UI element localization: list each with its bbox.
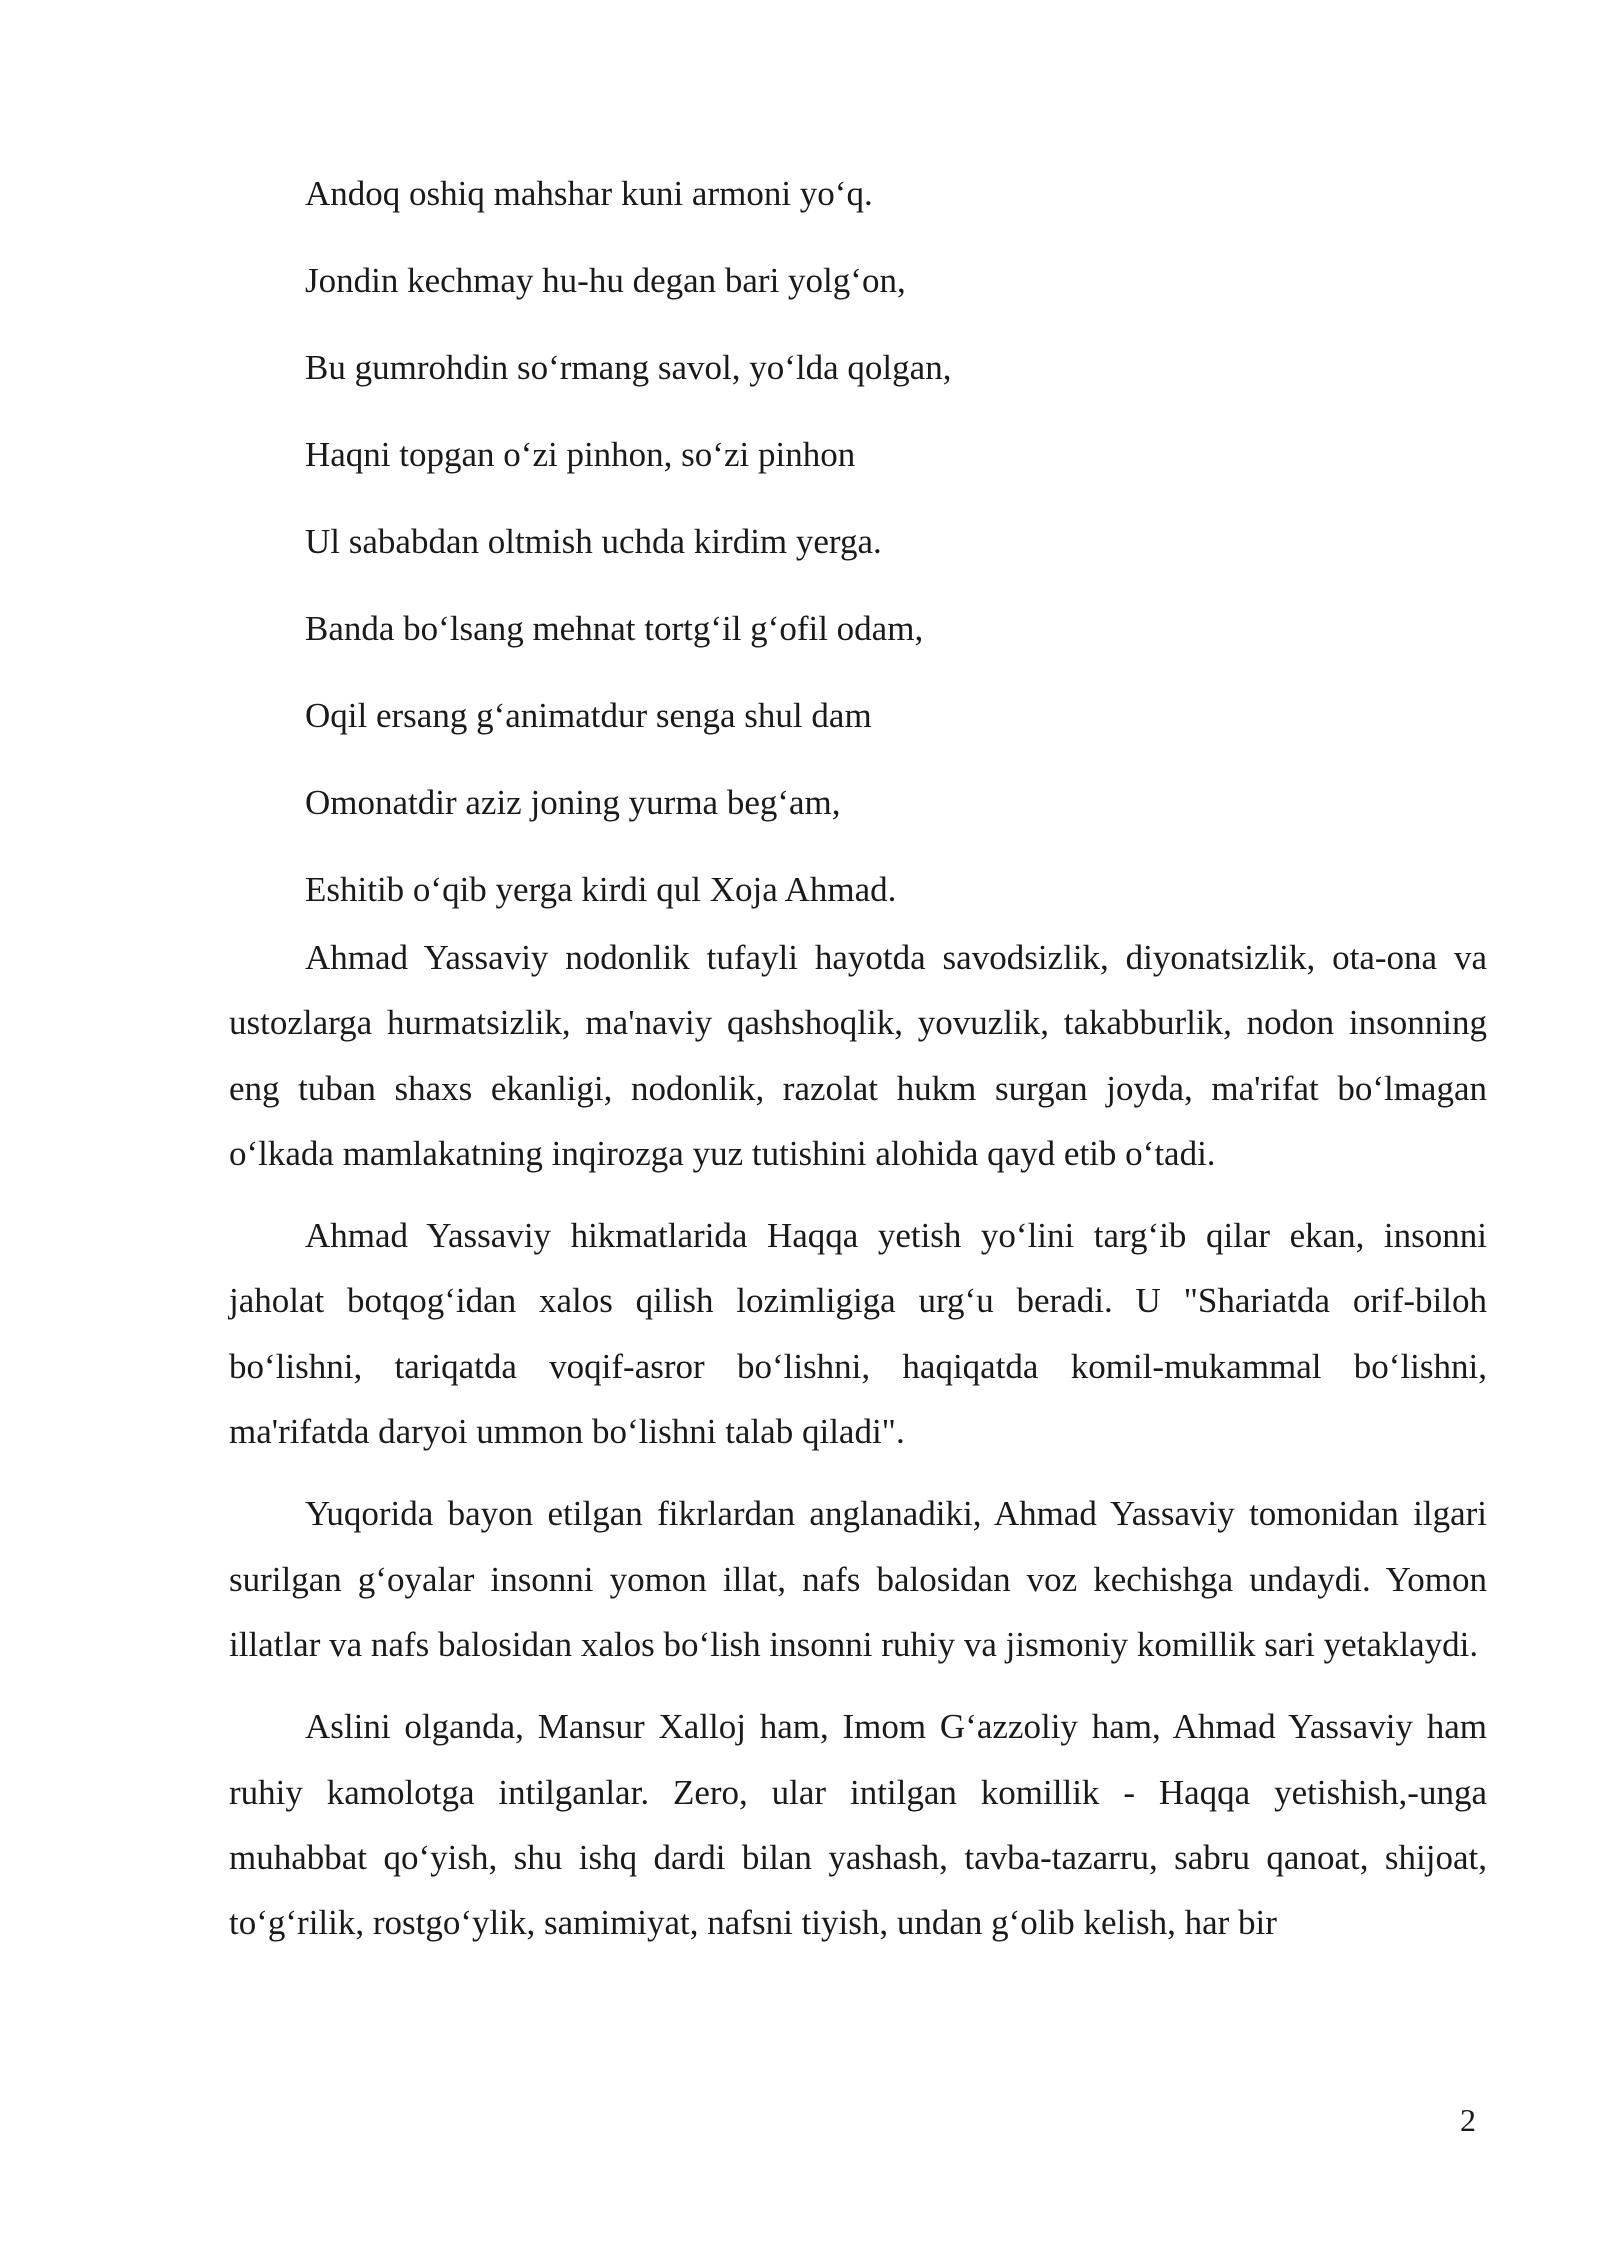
- paragraph: Ahmad Yassaviy nodonlik tufayli hayotda savodsizlik, diyonatsizlik, ota-ona va ustozlarga hurmatsizlik, ma'naviy qashshoqlik, yovuzlik, takabburlik, nodon insonning eng tuban shaxs ekanligi, nodonlik, razolat hukm surgan joyda, ma'rifat bo‘lmagan o‘lkada mamlakatning inqirozga yuz tutishini alohida qayd etib o‘tadi.: [229, 938, 1487, 1173]
- verse-line: Ul sababdan oltmish uchda kirdim yerga.: [305, 522, 882, 561]
- body-text: [229, 925, 1487, 1972]
- paragraph: Ahmad Yassaviy hikmatlarida Haqqa yetish yo‘lini targ‘ib qilar ekan, insonni jaholat botqog‘idan xalos qilish lozimligiga urg‘u beradi. U "Shariatda orif-biloh bo‘lishni, tariqatda voqif-asror bo‘lishni, haqiqatda komil-mukammal bo‘lishni, ma'rifatda daryoi ummon bo‘lishni talab qiladi".: [229, 1216, 1487, 1452]
- paragraph: Aslini olganda, Mansur Xalloj ham, Imom G‘azzoliy ham, Ahmad Yassaviy ham ruhiy kamolotga intilganlar. Zero, ular intilgan komillik - Haqqa yetishish,-unga muhabbat qo‘yish, shu ishq dardi bilan yashash, tavba-tazarru, sabru qanoat, shijoat, to‘g‘rilik, rostgo‘ylik, samimiyat, nafsni tiyish, undan g‘olib kelish, har bir: [229, 1707, 1487, 1943]
- verse-line: Bu gumrohdin so‘rmang savol, yo‘lda qolgan,: [305, 348, 952, 387]
- verse-block: [229, 150, 1487, 933]
- verse-line: Eshitib o‘qib yerga kirdi qul Xoja Ahmad.: [305, 870, 897, 909]
- verse-line: Omonatdir aziz joning yurma beg‘am,: [305, 783, 841, 822]
- verse-line: Jondin kechmay hu-hu degan bari yolg‘on,: [305, 261, 906, 300]
- paragraph: Yuqorida bayon etilgan fikrlardan anglanadiki, Ahmad Yassaviy tomonidan ilgari surilgan g‘oyalar insonni yomon illat, nafs balosidan voz kechishga undaydi. Yomon illatlar va nafs balosidan xalos bo‘lish insonni ruhiy va jismoniy komillik sari yetaklaydi.: [229, 1494, 1487, 1664]
- verse-line: Andoq oshiq mahshar kuni armoni yo‘q.: [305, 174, 873, 213]
- document-page: [229, 0, 1487, 2262]
- page-number: 2: [1460, 2102, 1476, 2138]
- verse-line: Haqni topgan o‘zi pinhon, so‘zi pinhon: [305, 435, 856, 474]
- verse-line: Banda bo‘lsang mehnat tortg‘il g‘ofil odam,: [305, 609, 924, 648]
- verse-line: Oqil ersang g‘animatdur senga shul dam: [305, 696, 872, 735]
